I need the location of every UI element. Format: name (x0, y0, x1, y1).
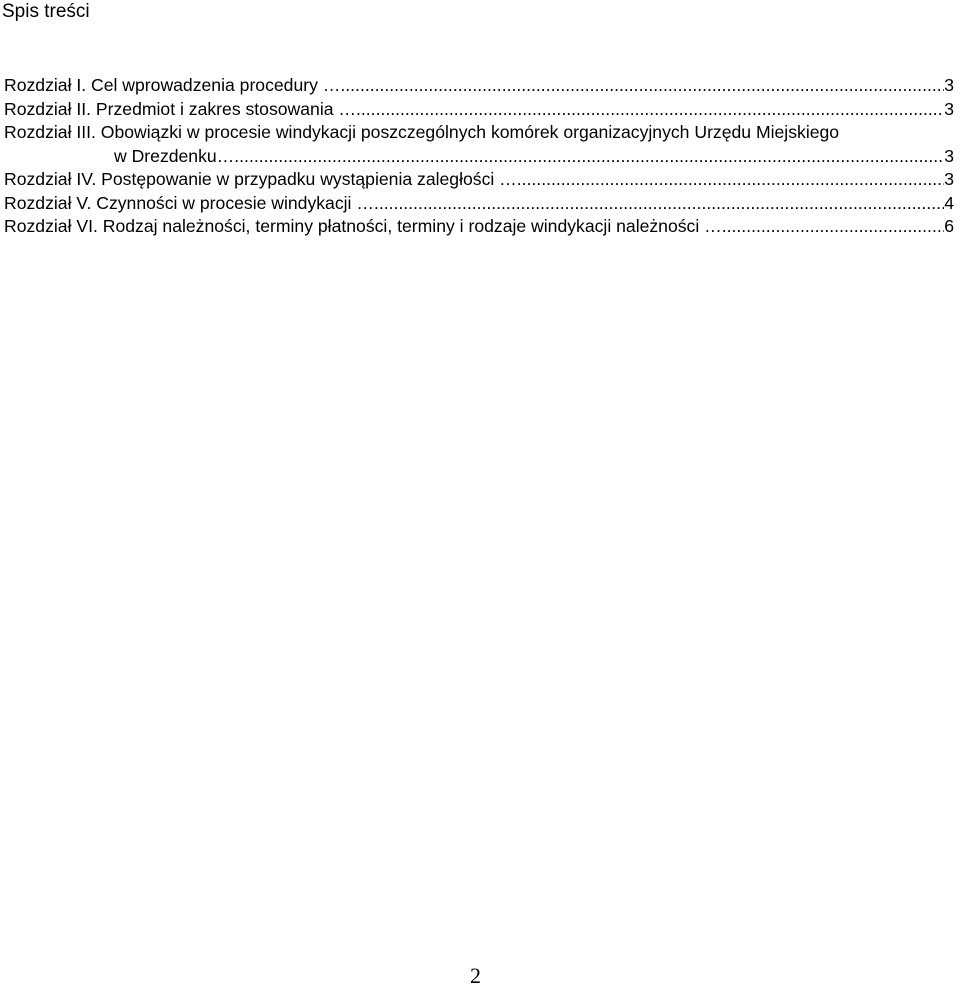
toc-entry[interactable] (4, 215, 954, 239)
toc-entry-label: Rozdział II. Przedmiot i zakres stosowania … (4, 98, 357, 119)
toc-entry-page: 3 (944, 169, 954, 189)
toc-leader-dots (374, 192, 944, 216)
page-number: 2 (470, 963, 481, 988)
toc-entry[interactable] (4, 168, 954, 192)
toc-entry-page: 6 (944, 216, 954, 236)
toc-entry-page: 3 (944, 75, 954, 95)
toc-leader-dots (356, 98, 944, 122)
toc-heading: Spis treści (2, 1, 90, 22)
toc-leader-dots (722, 215, 944, 239)
toc-leader-dots (340, 74, 944, 98)
toc-entry-label: w Drezdenku… (114, 145, 235, 166)
toc-entry[interactable] (4, 98, 954, 122)
toc-entry-label: Rozdział I. Cel wprowadzenia procedury … (4, 75, 341, 95)
toc-entry-page: 4 (944, 192, 954, 213)
toc-entry-label: Rozdział IV. Postępowanie w przypadku wystąpienia zaległości … (4, 169, 517, 189)
toc-entry[interactable] (4, 74, 954, 98)
toc-entry-label: Rozdział V. Czynności w procesie windykacji … (4, 192, 374, 213)
toc-list (4, 74, 954, 239)
toc-entry-continuation[interactable] (4, 145, 954, 169)
toc-leader-dots (234, 145, 944, 169)
toc-entry[interactable] (4, 192, 954, 216)
toc-leader-dots (517, 168, 944, 192)
toc-entry[interactable] (4, 121, 954, 145)
toc-entry-page: 3 (944, 145, 954, 166)
toc-entry-label: Rozdział VI. Rodzaj należności, terminy płatności, terminy i rodzaje windykacji należności … (4, 216, 722, 236)
toc-entry-page: 3 (944, 98, 954, 119)
toc-entry-label: Rozdział III. Obowiązki w procesie windykacji poszczególnych komórek organizacyjnych Urzędu Miejskiego (4, 122, 840, 142)
